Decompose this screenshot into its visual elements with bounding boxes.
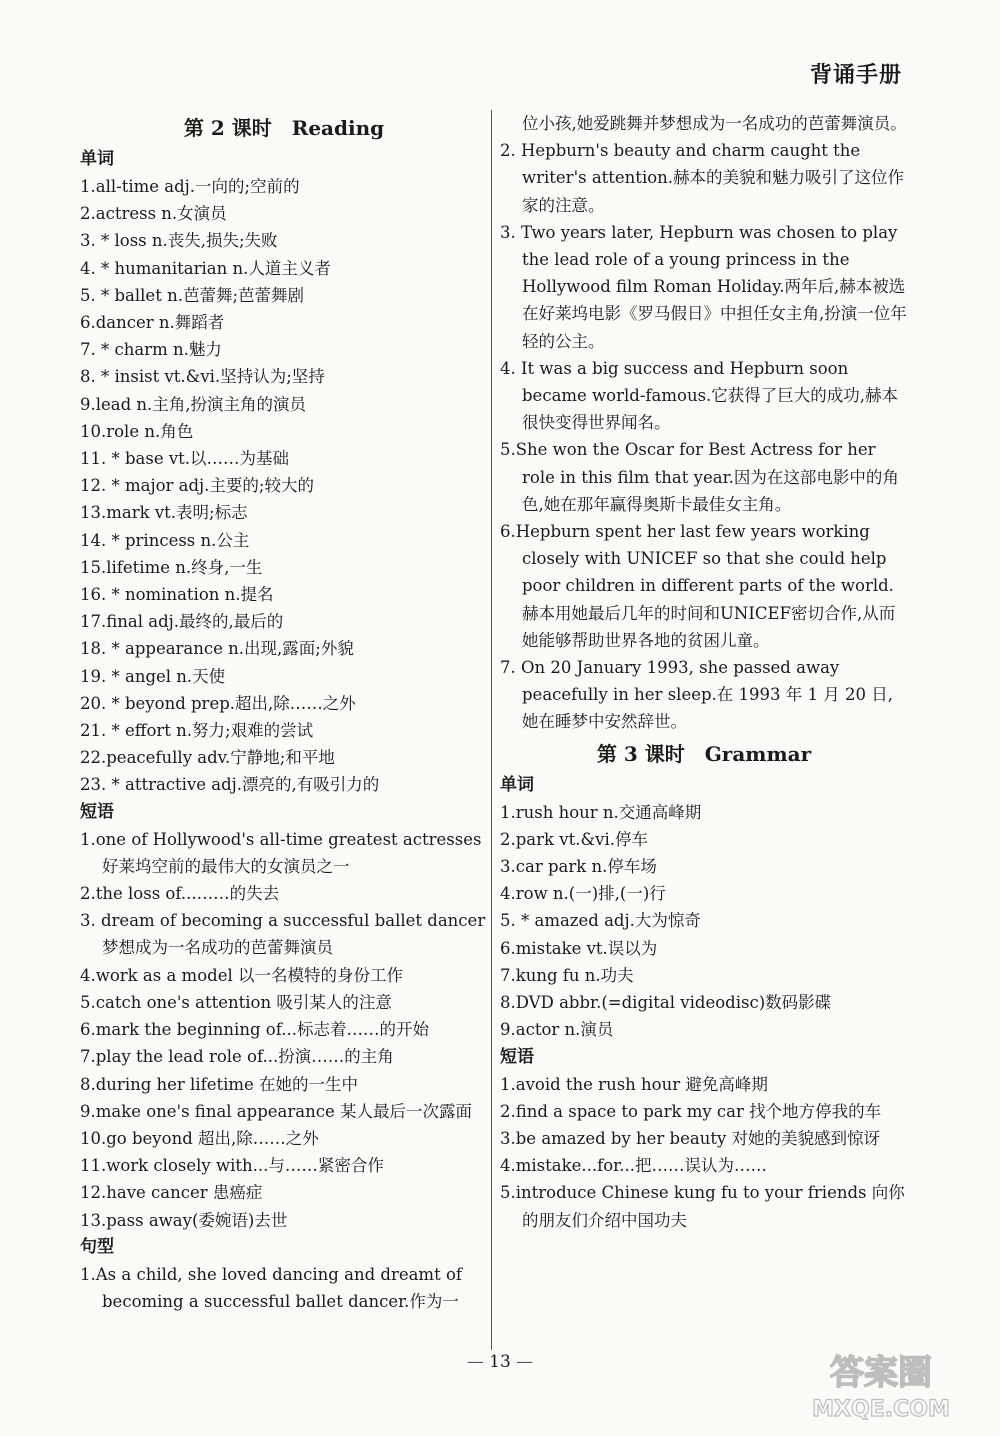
phrase-entry: 3.be amazed by her beauty 对她的美貌感到惊讶 — [500, 1128, 881, 1148]
section-sentences: 句型 — [80, 1236, 114, 1257]
word-entry: 15.lifetime n.终身,一生 — [80, 557, 263, 577]
word-entry: 19. * angel n.天使 — [80, 666, 226, 686]
word-entry: 6.dancer n.舞蹈者 — [80, 313, 225, 333]
word-entry: 21. * effort n.努力;艰难的尝试 — [80, 721, 314, 741]
sentence-continuation: 位小孩,她爱跳舞并梦想成为一名成功的芭蕾舞演员。 — [522, 114, 907, 133]
section-words-grammar: 单词 — [500, 774, 534, 795]
phrase-list-grammar — [500, 1071, 908, 1234]
phrase-entry: 8.during her lifetime 在她的一生中 — [80, 1074, 359, 1094]
word-entry: 11. * base vt.以……为基础 — [80, 449, 290, 469]
phrase-entry: 4.mistake...for...把……误认为…… — [500, 1156, 767, 1176]
word-entry: 2.park vt.&vi.停车 — [500, 829, 649, 849]
word-entry: 1.all-time adj.一向的;空前的 — [80, 177, 300, 196]
word-list — [80, 173, 488, 799]
word-entry: 1.rush hour n.交通高峰期 — [500, 802, 702, 822]
word-entry: 6.mistake vt.误以为 — [500, 938, 658, 958]
word-entry: 20. * beyond prep.超出,除……之外 — [80, 693, 356, 713]
phrase-entry: 3. dream of becoming a successful ballet dancer 梦想成为一名成功的芭蕾舞演员 — [80, 911, 486, 958]
section-phrases-grammar: 短语 — [500, 1046, 534, 1067]
sentence-entry: 3. Two years later, Hepburn was chosen to play the lead role of a young princess in the Hollywood film Roman Holiday.两年后,赫本被选在好莱坞电影《罗马假日》中担任女主角,扮演一位年轻的公主。 — [500, 222, 907, 351]
phrase-entry: 5.introduce Chinese kung fu to your friends 向你的朋友们介绍中国功夫 — [500, 1183, 905, 1230]
phrase-entry: 10.go beyond 超出,除……之外 — [80, 1128, 319, 1148]
sentence-entry: 2. Hepburn's beauty and charm caught the writer's attention.赫本的美貌和魅力吸引了这位作家的注意。 — [500, 141, 905, 215]
sentence-entry: 6.Hepburn spent her last few years working closely with UNICEF so that she could help poor children in different parts of the world.赫本用她最后几年的时间和UNICEF密切合作,从而她能够帮助世界各地的贫困儿童。 — [500, 522, 896, 650]
word-entry: 4.row n.(一)排,(一)行 — [500, 884, 666, 904]
phrase-entry: 13.pass away(委婉语)去世 — [80, 1210, 288, 1230]
word-entry: 9.actor n.演员 — [500, 1020, 614, 1040]
sentence-entry: 7. On 20 January 1993, she passed away peacefully in her sleep.在 1993 年 1 月 20 日,她在睡梦中安然辞世。 — [500, 658, 893, 732]
watermark-text-cn: 答案圈 — [830, 1353, 932, 1393]
word-entry: 9.lead n.主角,扮演主角的演员 — [80, 394, 307, 414]
sentence-entry: 5.She won the Oscar for Best Actress for her role in this film that year.因为在这部电影中的角色,她在那年赢得奥斯卡最佳女主角。 — [500, 440, 899, 514]
phrase-entry: 1.avoid the rush hour 避免高峰期 — [500, 1074, 768, 1094]
left-column — [80, 110, 488, 1315]
word-entry: 5. * ballet n.芭蕾舞;芭蕾舞剧 — [80, 285, 305, 305]
word-entry: 7. * charm n.魅力 — [80, 340, 222, 360]
phrase-entry: 12.have cancer 患癌症 — [80, 1183, 263, 1203]
phrase-list — [80, 826, 488, 1234]
phrase-entry: 7.play the lead role of...扮演……的主角 — [80, 1047, 394, 1067]
word-entry: 18. * appearance n.出现,露面;外貌 — [80, 639, 354, 659]
watermark-logo — [776, 1344, 986, 1424]
phrase-entry: 4.work as a model 以一名模特的身份工作 — [80, 965, 403, 985]
word-entry: 4. * humanitarian n.人道主义者 — [80, 258, 331, 278]
sentence-list-continued — [500, 137, 908, 735]
phrase-entry: 9.make one's final appearance 某人最后一次露面 — [80, 1101, 472, 1121]
page-number: — 13 — — [0, 1352, 1000, 1372]
phrase-entry: 6.mark the beginning of...标志着……的开始 — [80, 1020, 429, 1040]
word-list-grammar — [500, 799, 908, 1044]
sentence-list — [80, 1261, 488, 1315]
word-entry: 5. * amazed adj.大为惊奇 — [500, 911, 701, 931]
word-entry: 10.role n.角色 — [80, 421, 194, 441]
phrase-entry: 2.the loss of...……的失去 — [80, 884, 280, 904]
word-entry: 22.peacefully adv.宁静地;和平地 — [80, 748, 335, 768]
lesson-2-title: 第 2 课时 Reading — [183, 116, 385, 140]
section-words: 单词 — [80, 149, 114, 169]
handbook-title: 背诵手册 — [809, 63, 902, 88]
word-entry: 8. * insist vt.&vi.坚持认为;坚持 — [80, 367, 325, 387]
phrase-entry: 5.catch one's attention 吸引某人的注意 — [80, 992, 392, 1012]
word-entry: 3.car park n.停车场 — [500, 857, 657, 877]
word-entry: 12. * major adj.主要的;较大的 — [80, 476, 314, 496]
phrase-entry: 11.work closely with...与……紧密合作 — [80, 1156, 384, 1176]
lesson-3-title: 第 3 课时 Grammar — [596, 741, 812, 766]
word-entry: 3. * loss n.丧失,损失;失败 — [80, 231, 278, 251]
word-entry: 17.final adj.最终的,最后的 — [80, 612, 284, 632]
word-entry: 23. * attractive adj.漂亮的,有吸引力的 — [80, 775, 380, 795]
right-column — [500, 110, 908, 1234]
phrase-entry: 1.one of Hollywood's all-time greatest actresses 好莱坞空前的最伟大的女演员之一 — [80, 829, 482, 876]
sentence-entry: 4. It was a big success and Hepburn soon became world-famous.它获得了巨大的成功,赫本很快变得世界闻名。 — [500, 358, 899, 433]
word-entry: 2.actress n.女演员 — [80, 204, 227, 224]
sentence-entry: 1.As a child, she loved dancing and dreamt of becoming a successful ballet dancer.作为一 — [80, 1264, 462, 1311]
word-entry: 8.DVD abbr.(=digital videodisc)数码影碟 — [500, 993, 832, 1013]
word-entry: 14. * princess n.公主 — [80, 530, 250, 550]
phrase-entry: 2.find a space to park my car 找个地方停我的车 — [500, 1101, 882, 1121]
column-divider — [491, 110, 492, 1350]
word-entry: 13.mark vt.表明;标志 — [80, 503, 248, 523]
watermark-text-url: MXQE.COM — [812, 1397, 950, 1422]
word-entry: 7.kung fu n.功夫 — [500, 965, 634, 985]
word-entry: 16. * nomination n.提名 — [80, 585, 274, 605]
section-phrases: 短语 — [80, 801, 114, 822]
